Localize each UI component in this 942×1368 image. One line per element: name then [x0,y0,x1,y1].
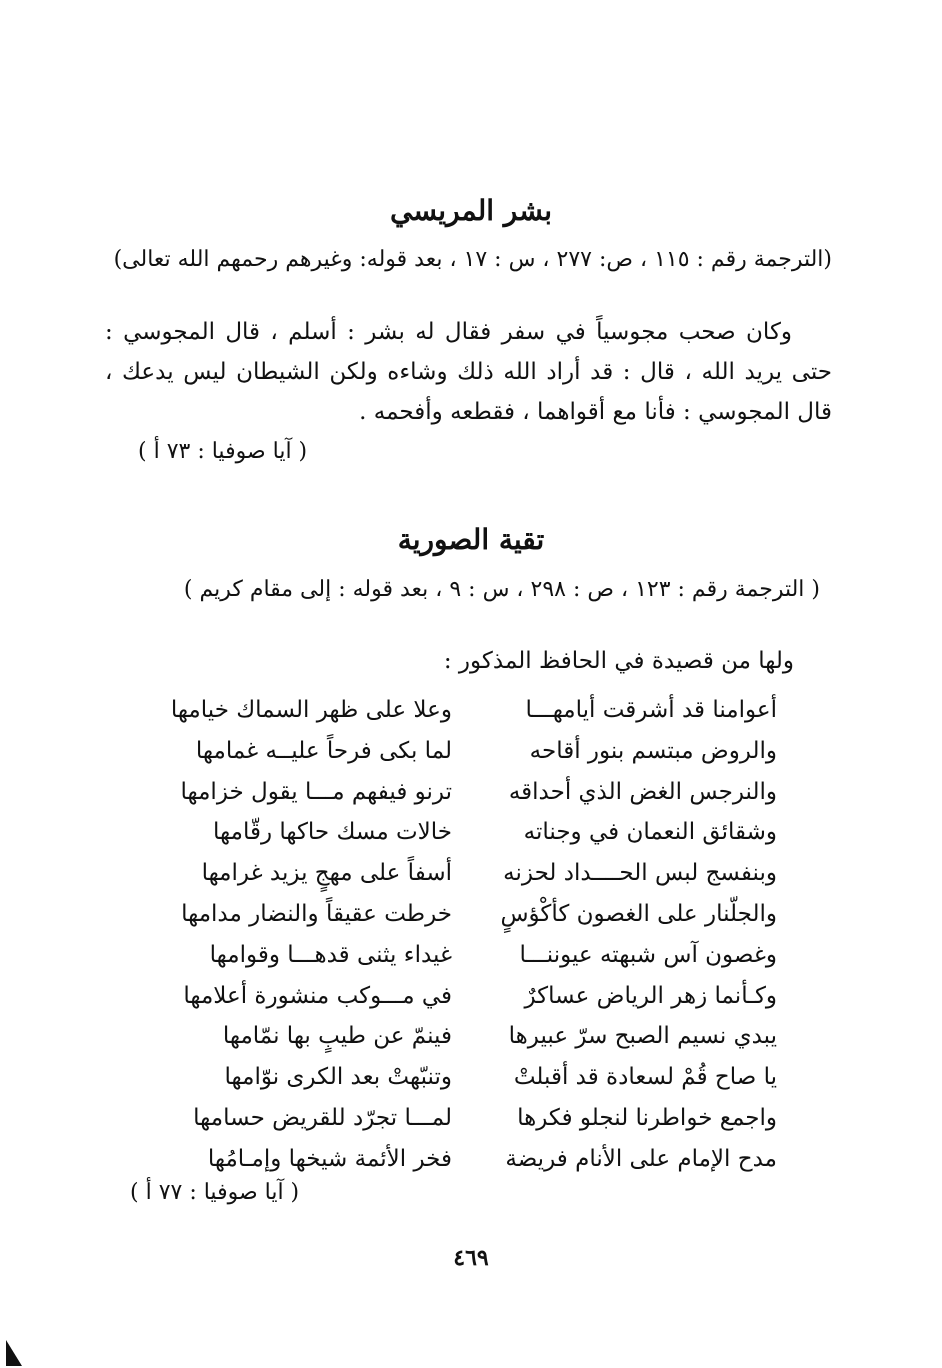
verse-second-hemistich: في مـــوكب منشورة أعلامها [183,982,452,1009]
verse-second-hemistich: فينمّ عن طيبٍ بها نمّامها [222,1023,452,1050]
citation-aya-sofya-77: ( آيا صوفيا : ٧٧ أ ) [130,1180,300,1205]
verse-second-hemistich: خالات مسك حاكها رقّامها [213,819,452,846]
verse-second-hemistich: وتنبّهتْ بعد الكرى نوّامها [224,1064,452,1091]
verse-second-hemistich: لما بكى فرحاً عليــه غمامها [195,737,452,764]
verse-first-hemistich: والنرجس الغض الذي أحداقه [508,778,777,805]
citation-aya-sofya-73: ( آيا صوفيا : ٧٣ أ ) [138,439,308,464]
verse-first-hemistich: وشقائق النعمان في وجناته [523,819,777,846]
bishr-paragraph: وكان صحب مجوسياً في سفر فقال له بشر : أسلم ، قال المجوسي : حتى يريد الله ، قال : قد أراد الله ذلك وشاءه ولكن الشيطان ليس يدعك ، قال المجوسي : فأنا مع أقواهما ، فقطعه وأفحمه . [105,319,832,425]
verse-first-hemistich: يا صاح قُمْ لسعادة قد أقبلتْ [513,1064,777,1091]
verse-second-hemistich: خرطت عقيقاً والنضار مدامها [181,900,452,927]
verse-second-hemistich: أسفاً على مهجٍ يزيد غرامها [201,860,452,887]
verse [157,772,777,813]
page-number: ٤٦٩ [453,1245,489,1271]
verse-first-hemistich: والجلّنار على الغصون كأكْؤسٍ [500,900,777,927]
translation-reference-2: ( الترجمة رقم : ١٢٣ ، ص : ٢٩٨ ، س : ٩ ، بعد قوله : إلى مقام كريم ) [183,577,820,602]
verse [157,690,777,731]
verse-first-hemistich: واجمع خواطرنا لنجلو فكرها [517,1104,777,1131]
verse [157,1057,777,1098]
verse-first-hemistich: يبدي نسيم الصبح سرّ عبيرها [508,1023,777,1050]
verse [157,1139,777,1180]
verse [157,853,777,894]
verse [157,976,777,1017]
verse-first-hemistich: وغصون آس شبهته عيوننـــا [519,941,777,968]
translation-reference-1: (الترجمة رقم : ١١٥ ، ص: ٢٧٧ ، س : ١٧ ، بعد قوله: وغيرهم رحمهم الله تعالى) [113,247,832,272]
verse [157,812,777,853]
verse-first-hemistich: أعوامنا قد أشرقت أيامهـــا [525,697,777,723]
verse-first-hemistich: والروض مبتسم بنور أقاحه [529,737,777,764]
verse [157,1098,777,1139]
verse [157,894,777,935]
corner-triangle-mark [6,1340,22,1366]
verse-first-hemistich: وكـأنما زهر الرياض عساكرٌ [524,982,777,1009]
verse-second-hemistich: غيداء يثنى قدهـــا وقوامها [209,941,452,968]
poem-intro: ولها من قصيدة في الحافظ المذكور : [443,648,794,674]
verse [157,1016,777,1057]
verse-second-hemistich: ترنو فيفهم مـــا يقول خزامها [180,778,452,805]
section-title-taqiyya: تقية الصورية [397,523,545,556]
section-title-bishr: بشر المريسي [389,194,553,227]
verse [157,935,777,976]
poem [157,690,777,1180]
verse [157,731,777,772]
verse-first-hemistich: مدح الإمام على الأنام فريضة [505,1145,777,1172]
verse-first-hemistich: وبنفسج لبس الحــــداد لحزنه [503,860,777,887]
verse-second-hemistich: وعلا على ظهر السماك خيامها [170,697,452,723]
verse-second-hemistich: لمـــا تجرّد للقريض حسامها [193,1104,452,1131]
verse-second-hemistich: فخر الأئمة شيخها وإمـامُها [207,1145,452,1172]
